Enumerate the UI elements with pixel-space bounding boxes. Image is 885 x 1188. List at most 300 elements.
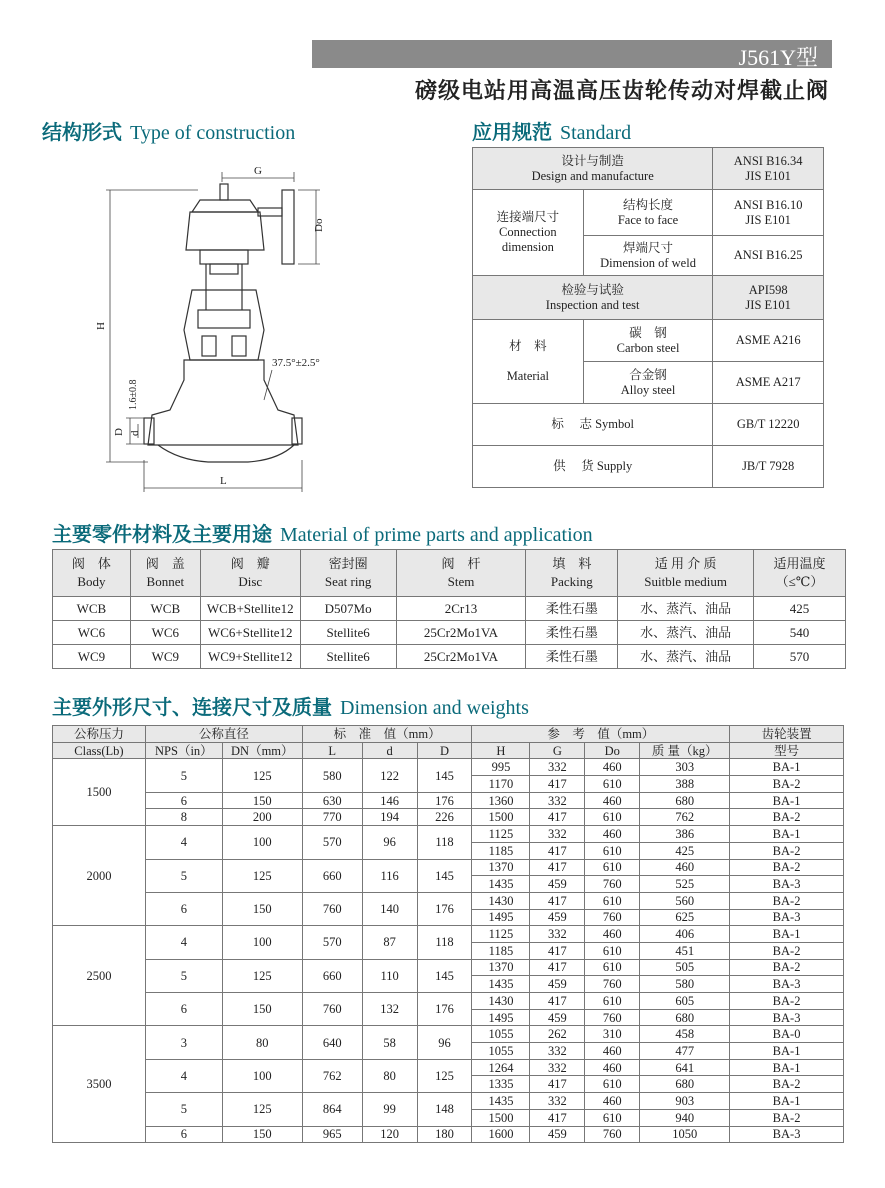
dimension-cell: 406: [640, 926, 730, 943]
std-face-en: Face to face: [617, 212, 679, 227]
dimension-cell: 760: [585, 1009, 640, 1026]
std-conn-en1: Connection: [499, 225, 557, 239]
material-row: [53, 597, 846, 621]
dimension-cell: 1360: [472, 792, 530, 809]
dimension-cell: 96: [362, 826, 417, 859]
dimension-cell: 760: [585, 909, 640, 926]
dimension-cell: 1125: [472, 926, 530, 943]
page-title: 磅级电站用高温高压齿轮传动对焊截止阀: [414, 79, 829, 104]
dimension-cell: BA-3: [730, 1009, 844, 1026]
material-cell: WC6+Stellite12: [200, 621, 300, 645]
dimension-cell: 995: [472, 759, 530, 776]
dimension-cell: 610: [585, 776, 640, 793]
dimension-cell: 125: [417, 1059, 472, 1092]
section-construction-en: Type of construction: [130, 122, 296, 144]
section-dimension-cn: 主要外形尺寸、连接尺寸及质量: [52, 695, 332, 719]
dimension-cell: 1500: [472, 1109, 530, 1126]
dimension-cell: 4: [145, 826, 222, 859]
dimension-cell: 417: [530, 892, 585, 909]
dimension-cell: 1495: [472, 1009, 530, 1026]
dimension-cell: 1435: [472, 1093, 530, 1110]
dimension-cell: 460: [585, 759, 640, 776]
dimension-cell: 262: [530, 1026, 585, 1043]
dimension-cell: 760: [302, 993, 362, 1026]
material-header-en: Body: [77, 574, 106, 589]
dimension-cell: 4: [145, 1059, 222, 1092]
material-header-cell: [754, 550, 846, 597]
material-cell: 水、蒸汽、油品: [618, 597, 754, 621]
material-header-cell: [53, 550, 131, 597]
material-cell: WC9: [53, 645, 131, 669]
material-cell: WC6: [130, 621, 200, 645]
dimension-cell: 1370: [472, 959, 530, 976]
dimension-cell: 459: [530, 876, 585, 893]
dimension-cell: 6: [145, 1126, 222, 1143]
dimension-cell: 610: [585, 842, 640, 859]
std-insp-val2: JIS E101: [745, 297, 791, 312]
dimension-cell: 460: [585, 792, 640, 809]
dimension-row: [53, 959, 844, 976]
material-cell: Stellite6: [300, 621, 396, 645]
std-row-supply: [473, 446, 824, 488]
dimension-cell: 460: [585, 926, 640, 943]
std-insp-cn: 检验与试验: [561, 282, 624, 297]
dimension-cell: BA-1: [730, 826, 844, 843]
dimension-cell: 425: [640, 842, 730, 859]
std-design-value: [713, 148, 824, 190]
dimension-cell: 5: [145, 1093, 222, 1126]
material-header-cell: [618, 550, 754, 597]
dimension-cell: 99: [362, 1093, 417, 1126]
std-row-symbol: [473, 404, 824, 446]
material-cell: WC9: [130, 645, 200, 669]
dimension-cell: BA-1: [730, 759, 844, 776]
std-face-cn: 结构长度: [623, 197, 674, 212]
dimension-cell: 903: [640, 1093, 730, 1110]
dimension-cell: 118: [417, 926, 472, 959]
material-cell: 25Cr2Mo1VA: [396, 645, 526, 669]
dimension-cell: 417: [530, 993, 585, 1010]
dimension-cell: 610: [585, 1109, 640, 1126]
dim-h-class-en: Class(Lb): [53, 742, 146, 759]
std-weld-value: ANSI B16.25: [713, 236, 824, 276]
dimension-cell: 1125: [472, 826, 530, 843]
dimension-cell: 145: [417, 959, 472, 992]
std-design-en: Design and manufacture: [531, 168, 654, 183]
std-alloy-label: [583, 362, 713, 404]
dimension-cell: 118: [417, 826, 472, 859]
dimension-cell: 132: [362, 993, 417, 1026]
section-standard-cn: 应用规范: [472, 120, 552, 144]
std-conn-cn: 连接端尺寸: [496, 210, 560, 224]
dim-label-l: L: [220, 475, 227, 487]
material-table: [52, 549, 846, 669]
dimension-cell: BA-2: [730, 842, 844, 859]
std-design-label: [473, 148, 713, 190]
dimension-cell: 460: [585, 1043, 640, 1060]
dimension-cell: 332: [530, 826, 585, 843]
material-header-cn: 阀 杆: [441, 556, 481, 571]
dimension-cell: BA-2: [730, 1109, 844, 1126]
dim-h-gear2: 型号: [730, 742, 844, 759]
model-code: J561Y型: [738, 45, 818, 70]
std-insp-val1: API598: [748, 282, 788, 297]
dimension-cell: BA-1: [730, 1059, 844, 1076]
material-row: [53, 645, 846, 669]
dimension-cell: 1435: [472, 976, 530, 993]
std-symbol-value: GB/T 12220: [713, 404, 824, 446]
dimension-cell: 140: [362, 892, 417, 925]
dimension-cell: BA-1: [730, 792, 844, 809]
dimension-cell: 332: [530, 1043, 585, 1060]
material-cell: 柔性石墨: [526, 597, 618, 621]
dim-h-h: H: [472, 742, 530, 759]
std-row-face: [473, 190, 824, 236]
material-cell: 425: [754, 597, 846, 621]
dimension-cell: 200: [222, 809, 302, 826]
dimension-cell: 96: [417, 1026, 472, 1059]
dimension-row: [53, 1026, 844, 1043]
dimension-cell: 116: [362, 859, 417, 892]
dimension-cell: 1600: [472, 1126, 530, 1143]
section-construction: [42, 116, 295, 145]
dimension-cell: 150: [222, 892, 302, 925]
dimension-cell: 150: [222, 1126, 302, 1143]
dimension-cell: 148: [417, 1093, 472, 1126]
std-insp-value: [713, 276, 824, 320]
material-header-cell: [200, 550, 300, 597]
dimension-cell: BA-2: [730, 859, 844, 876]
dimension-row: [53, 1059, 844, 1076]
dimension-cell: 525: [640, 876, 730, 893]
std-supply-label: 供 货 Supply: [473, 446, 713, 488]
material-cell: 水、蒸汽、油品: [618, 645, 754, 669]
std-alloy-en: Alloy steel: [620, 382, 676, 397]
dimension-cell: 460: [585, 1059, 640, 1076]
dimension-cell: 459: [530, 909, 585, 926]
dimension-cell: 150: [222, 792, 302, 809]
material-header-cell: [396, 550, 526, 597]
dimension-cell: 100: [222, 926, 302, 959]
dim-h-gear: 齿轮装置: [730, 726, 844, 743]
material-header-cn: 密封圈: [328, 556, 368, 571]
dimension-cell: 146: [362, 792, 417, 809]
dimension-row: [53, 926, 844, 943]
dimension-row: [53, 809, 844, 826]
dimension-cell: 680: [640, 1076, 730, 1093]
dimension-cell: BA-3: [730, 1126, 844, 1143]
material-header-cell: [130, 550, 200, 597]
dimension-cell: 610: [585, 993, 640, 1010]
section-construction-cn: 结构形式: [42, 120, 122, 144]
std-supply-value: JB/T 7928: [713, 446, 824, 488]
std-symbol-label: 标 志 Symbol: [473, 404, 713, 446]
dimension-cell: 180: [417, 1126, 472, 1143]
dimension-cell: 125: [222, 1093, 302, 1126]
material-cell: WC9+Stellite12: [200, 645, 300, 669]
std-carbon-value: ASME A216: [713, 320, 824, 362]
dimension-cell: 417: [530, 809, 585, 826]
dimension-cell: 580: [640, 976, 730, 993]
valve-drawing: [88, 160, 408, 500]
dimension-cell: 110: [362, 959, 417, 992]
dimension-cell: 417: [530, 776, 585, 793]
material-cell: WCB: [130, 597, 200, 621]
dimension-cell: 760: [585, 1126, 640, 1143]
dimension-cell: 417: [530, 1109, 585, 1126]
material-header-cell: [300, 550, 396, 597]
material-cell: 柔性石墨: [526, 621, 618, 645]
dimension-cell: 100: [222, 826, 302, 859]
dimension-cell: 762: [302, 1059, 362, 1092]
dimension-cell: 1185: [472, 842, 530, 859]
dimension-cell: 770: [302, 809, 362, 826]
dim-h-ref: 参 考 值（mm）: [472, 726, 730, 743]
material-header-cn: 阀 体: [71, 556, 111, 571]
material-cell: 柔性石墨: [526, 645, 618, 669]
dimension-cell: 459: [530, 976, 585, 993]
dimension-cell: 1500: [53, 759, 146, 826]
dimension-cell: 1264: [472, 1059, 530, 1076]
section-material-en: Material of prime parts and application: [280, 524, 593, 546]
dimension-cell: 1430: [472, 993, 530, 1010]
model-banner: [312, 40, 832, 68]
dimension-cell: 1170: [472, 776, 530, 793]
dimension-cell: 459: [530, 1126, 585, 1143]
dimension-cell: 580: [302, 759, 362, 792]
dimension-cell: 505: [640, 959, 730, 976]
material-header-cn: 阀 瓣: [230, 556, 270, 571]
material-cell: 570: [754, 645, 846, 669]
std-weld-label: [583, 236, 713, 276]
dimension-cell: 5: [145, 859, 222, 892]
dim-h-d: d: [362, 742, 417, 759]
std-mat-cn: 材 料: [509, 339, 547, 353]
section-dimension-en: Dimension and weights: [340, 697, 529, 719]
dimension-cell: 2000: [53, 826, 146, 926]
material-header-cn: 阀 盖: [145, 556, 185, 571]
dimension-cell: 150: [222, 993, 302, 1026]
material-cell: D507Mo: [300, 597, 396, 621]
material-header-en: （≤℃）: [775, 574, 824, 589]
dimension-cell: 1500: [472, 809, 530, 826]
dimension-cell: 100: [222, 1059, 302, 1092]
dimension-cell: 6: [145, 993, 222, 1026]
dim-h-nps: NPS（in）: [145, 742, 222, 759]
dimension-cell: 6: [145, 892, 222, 925]
dimension-cell: 145: [417, 759, 472, 792]
dimension-cell: BA-2: [730, 993, 844, 1010]
dim-label-dbig: D: [113, 428, 125, 436]
material-cell: 25Cr2Mo1VA: [396, 621, 526, 645]
material-cell: 540: [754, 621, 846, 645]
dim-label-dsmall: d: [129, 430, 141, 436]
dim-label-h: H: [95, 322, 107, 330]
std-face-val2: JIS E101: [745, 212, 791, 227]
dimension-cell: 176: [417, 892, 472, 925]
dimension-cell: 125: [222, 859, 302, 892]
dimension-cell: 417: [530, 942, 585, 959]
material-header-cn: 填 料: [552, 556, 592, 571]
dimension-cell: 641: [640, 1059, 730, 1076]
dimension-cell: 1430: [472, 892, 530, 909]
dimension-cell: 560: [640, 892, 730, 909]
dimension-cell: 460: [585, 826, 640, 843]
dimension-cell: 417: [530, 842, 585, 859]
dimension-cell: 610: [585, 859, 640, 876]
dim-h-do: Do: [585, 742, 640, 759]
std-row-carbon: [473, 320, 824, 362]
dim-label-tol: 1.6±0.8: [128, 379, 139, 410]
dimension-row: [53, 859, 844, 876]
material-header-en: Packing: [550, 574, 593, 589]
dim-header-row-1: [53, 726, 844, 743]
dimension-cell: 610: [585, 809, 640, 826]
dimension-cell: BA-3: [730, 976, 844, 993]
dimension-cell: 58: [362, 1026, 417, 1059]
section-material: [52, 518, 593, 547]
std-design-val1: ANSI B16.34: [733, 153, 803, 168]
dimension-row: [53, 759, 844, 776]
dimension-cell: 610: [585, 892, 640, 909]
dim-label-angle: 37.5°±2.5°: [272, 357, 320, 369]
dimension-cell: 332: [530, 1059, 585, 1076]
dimension-cell: 610: [585, 959, 640, 976]
dimension-cell: 605: [640, 993, 730, 1010]
dimension-cell: 458: [640, 1026, 730, 1043]
material-header-en: Suitble medium: [644, 574, 727, 589]
dimension-cell: BA-2: [730, 1076, 844, 1093]
std-design-cn: 设计与制造: [561, 153, 624, 168]
material-cell: 水、蒸汽、油品: [618, 621, 754, 645]
dimension-cell: BA-2: [730, 809, 844, 826]
std-row-design: [473, 148, 824, 190]
dimension-cell: 5: [145, 759, 222, 792]
dim-h-class: 公称压力: [53, 726, 146, 743]
section-dimension: [52, 691, 529, 720]
dim-h-dn: DN（mm）: [222, 742, 302, 759]
dimension-cell: 1055: [472, 1026, 530, 1043]
dimension-cell: 332: [530, 926, 585, 943]
material-header-cell: [526, 550, 618, 597]
dimension-cell: 940: [640, 1109, 730, 1126]
dimension-cell: 451: [640, 942, 730, 959]
dimension-cell: 660: [302, 959, 362, 992]
dimension-cell: 680: [640, 1009, 730, 1026]
dimension-cell: 3: [145, 1026, 222, 1059]
std-conn-label: [473, 190, 584, 276]
dimension-cell: 610: [585, 1076, 640, 1093]
dimension-row: [53, 892, 844, 909]
dimension-cell: 4: [145, 926, 222, 959]
dimension-cell: 459: [530, 1009, 585, 1026]
dimension-cell: 460: [640, 859, 730, 876]
std-design-val2: JIS E101: [745, 168, 791, 183]
dim-h-mass: 质 量（kg）: [640, 742, 730, 759]
dimension-cell: 417: [530, 1076, 585, 1093]
dimension-cell: 640: [302, 1026, 362, 1059]
dimension-cell: 87: [362, 926, 417, 959]
material-header-en: Disc: [238, 574, 263, 589]
std-carbon-en: Carbon steel: [616, 340, 680, 355]
std-row-insp: [473, 276, 824, 320]
std-face-value: [713, 190, 824, 236]
dimension-cell: 1435: [472, 876, 530, 893]
std-alloy-cn: 合金钢: [629, 367, 667, 382]
dimension-cell: 80: [222, 1026, 302, 1059]
material-cell: Stellite6: [300, 645, 396, 669]
dimension-cell: 1050: [640, 1126, 730, 1143]
dimension-cell: 625: [640, 909, 730, 926]
std-weld-cn: 焊端尺寸: [623, 240, 674, 255]
material-row: [53, 621, 846, 645]
material-cell: WC6: [53, 621, 131, 645]
material-header-en: Stem: [447, 574, 475, 589]
dimension-cell: 5: [145, 959, 222, 992]
std-face-val1: ANSI B16.10: [733, 197, 803, 212]
dimension-cell: BA-1: [730, 1093, 844, 1110]
dimension-row: [53, 826, 844, 843]
dimension-cell: 1335: [472, 1076, 530, 1093]
dimension-cell: 570: [302, 926, 362, 959]
dimension-cell: 226: [417, 809, 472, 826]
dimension-cell: BA-2: [730, 942, 844, 959]
material-header-row: [53, 550, 846, 597]
std-conn-en2: dimension: [501, 240, 554, 254]
dimension-cell: 760: [585, 976, 640, 993]
dimension-cell: 388: [640, 776, 730, 793]
std-alloy-value: ASME A217: [713, 362, 824, 404]
material-header-en: Seat ring: [324, 574, 372, 589]
material-header-en: Bonnet: [146, 574, 185, 589]
dimension-table: [52, 725, 844, 1143]
dimension-cell: 332: [530, 1093, 585, 1110]
dimension-row: [53, 1093, 844, 1110]
dim-h-g: G: [530, 742, 585, 759]
dimension-cell: 965: [302, 1126, 362, 1143]
dimension-cell: 122: [362, 759, 417, 792]
dimension-cell: BA-3: [730, 909, 844, 926]
dimension-cell: BA-2: [730, 959, 844, 976]
dimension-cell: 762: [640, 809, 730, 826]
dim-header-row-2: [53, 742, 844, 759]
dimension-cell: BA-2: [730, 892, 844, 909]
dimension-cell: 386: [640, 826, 730, 843]
standard-table: [472, 147, 824, 488]
material-cell: 2Cr13: [396, 597, 526, 621]
section-material-cn: 主要零件材料及主要用途: [52, 522, 272, 546]
dimension-cell: 125: [222, 959, 302, 992]
dimension-cell: 1185: [472, 942, 530, 959]
dimension-cell: 332: [530, 759, 585, 776]
dimension-cell: 8: [145, 809, 222, 826]
dimension-cell: 310: [585, 1026, 640, 1043]
dimension-cell: 460: [585, 1093, 640, 1110]
dimension-cell: 680: [640, 792, 730, 809]
dim-h-std: 标 准 值（mm）: [302, 726, 472, 743]
std-insp-label: [473, 276, 713, 320]
dimension-cell: 176: [417, 993, 472, 1026]
dim-h-dbig: D: [417, 742, 472, 759]
dimension-cell: 2500: [53, 926, 146, 1026]
dimension-cell: 417: [530, 959, 585, 976]
dimension-cell: BA-0: [730, 1026, 844, 1043]
dimension-row: [53, 993, 844, 1010]
section-standard: [472, 116, 631, 145]
dimension-cell: 145: [417, 859, 472, 892]
dimension-cell: 417: [530, 859, 585, 876]
dimension-cell: 864: [302, 1093, 362, 1126]
